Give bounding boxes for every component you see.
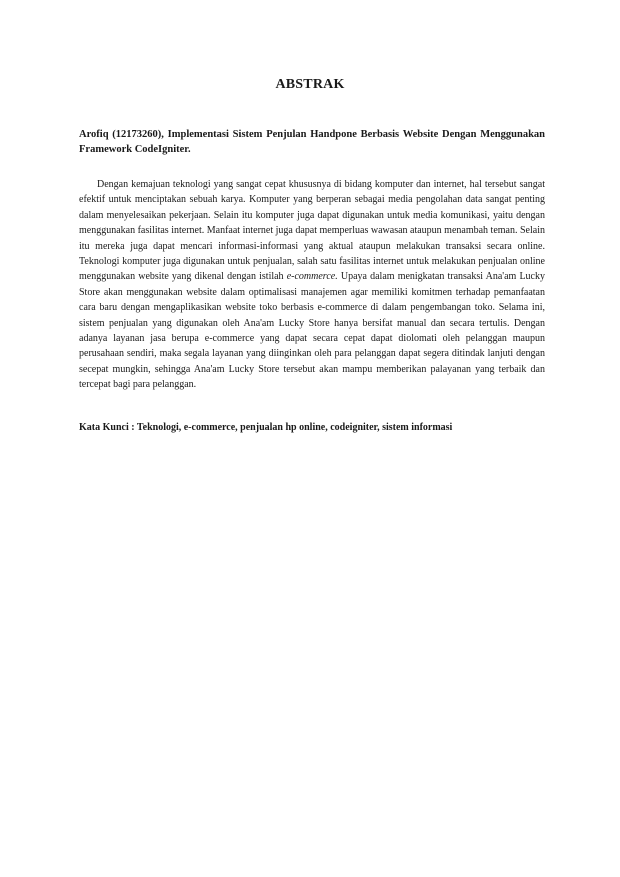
abstract-body-italic-term: e-commerce. — [286, 271, 338, 283]
abstract-title: ABSTRAK — [275, 77, 345, 92]
abstract-body — [79, 177, 545, 393]
keywords-line: Kata Kunci : Teknologi, e-commerce, penjualan hp online, codeigniter, sistem informasi — [79, 422, 453, 433]
author-citation: Arofiq (12173260), Implementasi Sistem Penjulan Handpone Berbasis Website Dengan Menggunakan Framework CodeIgniter. — [79, 129, 545, 155]
abstract-body-part2: Upaya dalam menigkatan transaksi Ana'am Lucky Store akan menggunakan website dalam optimalisasi manajemen agar memiliki komitmen terhadap pemanfaatan cara baru dengan mengaplikasikan website toko berbasis e-commerce di dalam pengembangan toko. Selama ini, sistem penjualan yang digunakan oleh Ana'am Lucky Store hanya bersifat manual dan secara tertulis. Dengan adanya layanan jasa berupa e-commerce yang dapat secara cepat dapat diolomati oleh pelanggan maupun perusahaan sendiri, maka segala layanan yang diinginkan oleh para pelanggan dapat segera ditindak lanjuti dengan secepat mungkin, sehingga Ana'am Lucky Store tersebut akan mampu memberikan palayanan yang terbaik dan tercepat bagi para pelanggan. — [79, 271, 545, 391]
abstract-body-part1: Dengan kemajuan teknologi yang sangat cepat khususnya di bidang komputer dan internet, hal tersebut sangat efektif untuk menciptakan sebuah karya. Komputer yang berperan sebagai media pengolahan data sangat penting dalam menyelesaikan pekerjaan. Selain itu komputer juga dapat digunakan untuk media komunikasi, yaitu dengan menggunakan fasilitas internet. Manfaat internet juga dapat memperluas wawasan ataupun menambah teman. Selain itu mereka juga dapat mencari informasi-informasi yang aktual ataupun melakukan transaksi secara online. Teknologi komputer juga digunakan untuk penjualan, salah satu fasilitas internet untuk melakukan penjualan online menggunakan website yang dikenal dengan istilah — [79, 179, 545, 283]
